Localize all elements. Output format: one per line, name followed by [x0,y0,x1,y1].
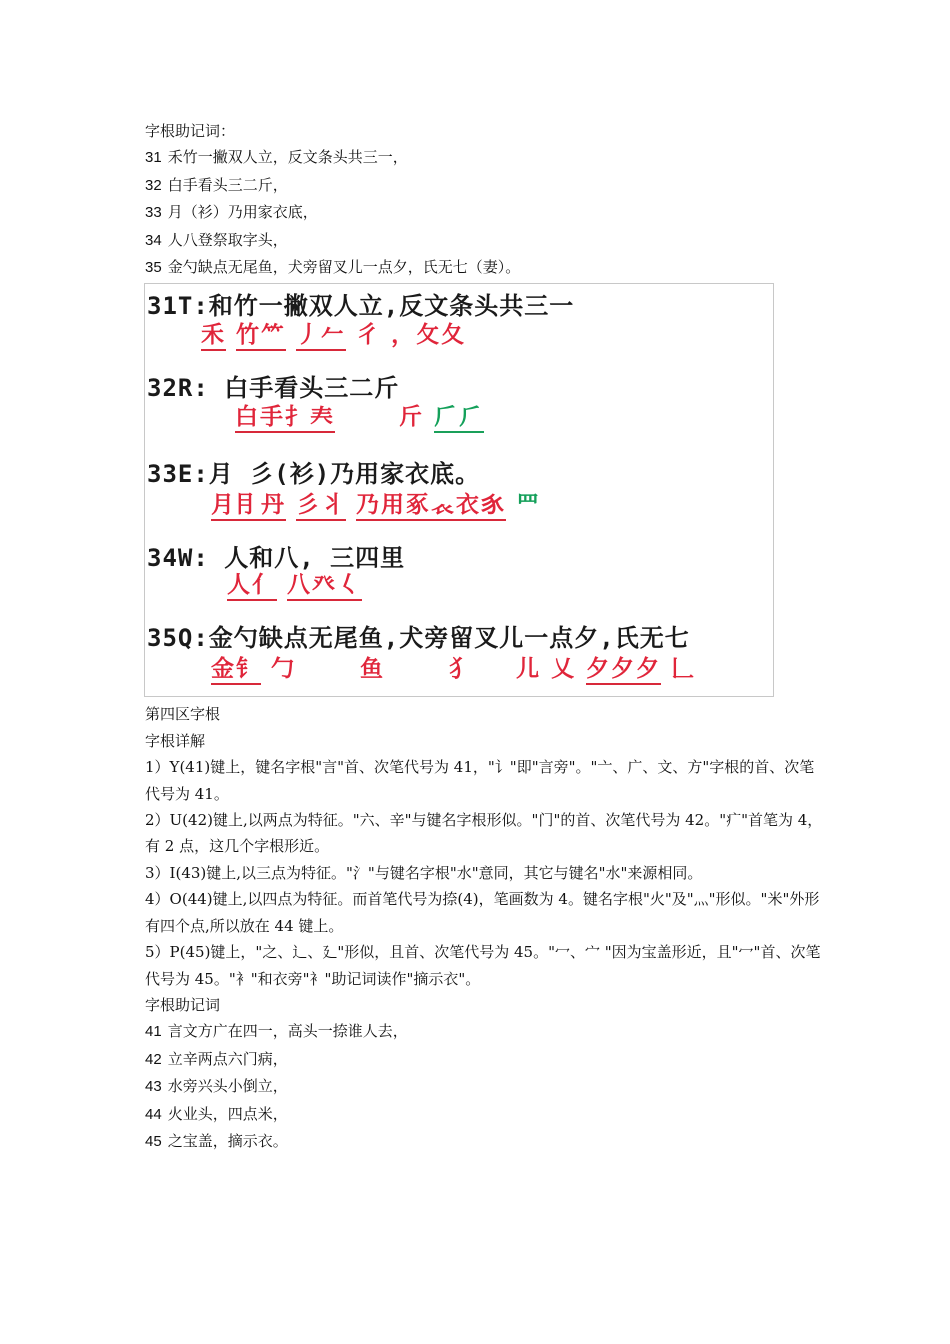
mnemonic-text: 禾竹一撇双人立，反文条头共三一， [167,148,408,167]
region-title: 第四区字根 [145,705,221,724]
hand-glyph: 丹 [261,492,286,521]
hand-glyph: 衣 [456,492,481,521]
hand-glyph: 夕 [586,656,611,685]
mnemonic-number: 31 [145,149,162,167]
hand-glyph: 八 [287,572,312,601]
hand-glyph: 夂 [441,322,467,349]
mnemonic-number: 33 [145,204,162,222]
hand-glyph: 斤 [399,404,425,431]
mnemonic-title-2: 字根助记词 [145,995,221,1014]
hand-glyph: 𡗗 [310,404,335,433]
figure-heading-32r: 32R: 白手看头三二斤 [147,374,400,403]
hand-glyph: 罒 [516,492,542,519]
mnemonic-number: 41 [145,1023,162,1041]
hand-glyph: 癶 [312,572,337,601]
mnemonic-text: 之宝盖，摘示衣。 [167,1131,288,1150]
detail-paragraph: 2）U(42)键上,以两点为特征。"六、辛"与键名字根形似。"门"的首、次笔代号为 42。"疒"首笔为 4，有 2 点，这几个字根形近。 [145,811,823,856]
hand-glyph: 𧘇 [431,492,456,521]
hand-glyph: ⺮ [261,322,286,351]
figure-heading-31t: 31T:和竹一撇双人立,反文条头共三一 [147,292,575,321]
hand-glyph: 彡 [296,492,321,521]
detail-title: 字根详解 [145,731,206,750]
hand-glyph: 夕 [611,656,636,685]
detail-paragraph: 5）P(45)键上，"之、辶、廴"形似，且首、次笔代号为 45。"冖、宀 "因为宝盖形近，且"冖"首、次笔代号为 45。"衤"和衣旁"衤"助记词读作"摘示衣"。 [145,943,821,988]
detail-paragraph: 4）O(44)键上,以四点为特征。而首笔代号为捺(4)，笔画数为 4。键名字根"火"及"灬"形似。"米"外形有四个点,所以放在 44 键上。 [145,890,820,935]
mnemonic-line [145,1046,825,1073]
figure-handwriting-32r [235,398,484,431]
hand-glyph: 𧰨 [481,492,506,521]
hand-glyph: 人 [227,572,252,601]
hand-glyph: 手 [260,404,285,433]
mnemonic-title: 字根助记词： [145,122,236,140]
figure-handwriting-34w [227,566,362,599]
hand-glyph: 乃 [356,492,381,521]
figure-handwriting-35q [211,650,696,683]
detail-paragraph: 1）Y(41)键上，键名字根"言"首、次笔代号为 41，"讠"即"言旁"。"亠、广、文、方"字根的首、次笔代号为 41。 [145,758,815,803]
hand-glyph: 亻 [252,572,277,601]
detail-paragraph: 3）I(43)键上,以三点为特征。"氵"与键名字根"水"意同，其它与键名"水"来源相同。 [145,863,703,882]
hand-glyph: 金 [211,656,236,685]
figure-heading-33e: 33E:月 彡(衫)乃用家衣底。 [147,460,481,489]
hand-glyph: 扌 [285,404,310,433]
mnemonic-number: 45 [145,1132,162,1150]
hand-glyph: ⺦ [321,492,346,521]
mnemonic-number: 34 [145,231,162,249]
hand-glyph: 彳 [356,322,382,349]
mnemonic-line [145,1073,825,1100]
hand-glyph: 乂 [551,656,577,683]
hand-glyph: 犭 [449,656,475,683]
mnemonic-text: 金勺缺点无尾鱼，犬旁留叉儿一点夕，氏无七（妻）。 [167,258,521,277]
hand-glyph: 勹 [271,656,297,683]
hand-glyph: ⺁ [459,404,484,433]
figure-heading-34w: 34W: 人和八, 三四里 [147,544,406,573]
hand-glyph: 𡿨 [337,572,362,601]
hand-glyph: 鱼 [360,656,386,683]
hand-glyph: 用 [381,492,406,521]
figure-handwriting-33e [211,486,541,519]
figure-heading-35q: 35Q:金勺缺点无尾鱼,犬旁留叉儿一点夕,氏无七 [147,624,690,653]
hand-glyph: 豖 [406,492,431,521]
mnemonic-line [145,1018,825,1045]
mnemonic-text: 白手看头三二斤， [167,175,288,194]
mnemonic-text: 立辛两点六门病， [167,1049,288,1068]
mnemonic-line [145,227,825,254]
hand-glyph: ⺝ [236,492,261,521]
hand-glyph: 夕 [636,656,661,685]
mnemonic-number: 43 [145,1078,162,1096]
hand-glyph: 月 [211,492,236,521]
hand-glyph: 禾 [201,322,226,351]
hand-glyph: ， [391,322,417,349]
mnemonic-text: 水旁兴头小倒立， [167,1077,288,1096]
hand-glyph: 儿 [516,656,542,683]
hand-glyph: 攵 [416,322,442,349]
mnemonic-number: 32 [145,176,162,194]
mnemonic-line [145,254,825,281]
mnemonic-number: 44 [145,1105,162,1123]
hand-glyph: 𠃊 [671,656,697,683]
mnemonic-line [145,199,825,226]
mnemonic-number: 42 [145,1050,162,1068]
hand-glyph: 𠂉 [321,322,346,351]
hand-glyph: 丿 [296,322,321,351]
hand-glyph: 竹 [236,322,261,351]
mnemonic-line [145,1101,825,1128]
handwritten-root-figure [144,283,774,697]
mnemonic-line [145,144,825,171]
mnemonic-number: 35 [145,259,162,277]
mnemonic-text: 月（衫）乃用家衣底， [167,203,318,222]
figure-handwriting-31t [201,316,466,349]
document-page [145,118,825,1155]
mnemonic-line [145,172,825,199]
hand-glyph: 钅 [236,656,261,685]
hand-glyph: 𠂆 [434,404,459,433]
hand-glyph: 白 [235,404,260,433]
mnemonic-text: 火业头，四点米， [167,1104,288,1123]
mnemonic-text: 言文方广在四一，高头一捺谁人去， [167,1022,408,1041]
mnemonic-text: 人八登祭取字头， [167,230,288,249]
mnemonic-line [145,1128,825,1155]
